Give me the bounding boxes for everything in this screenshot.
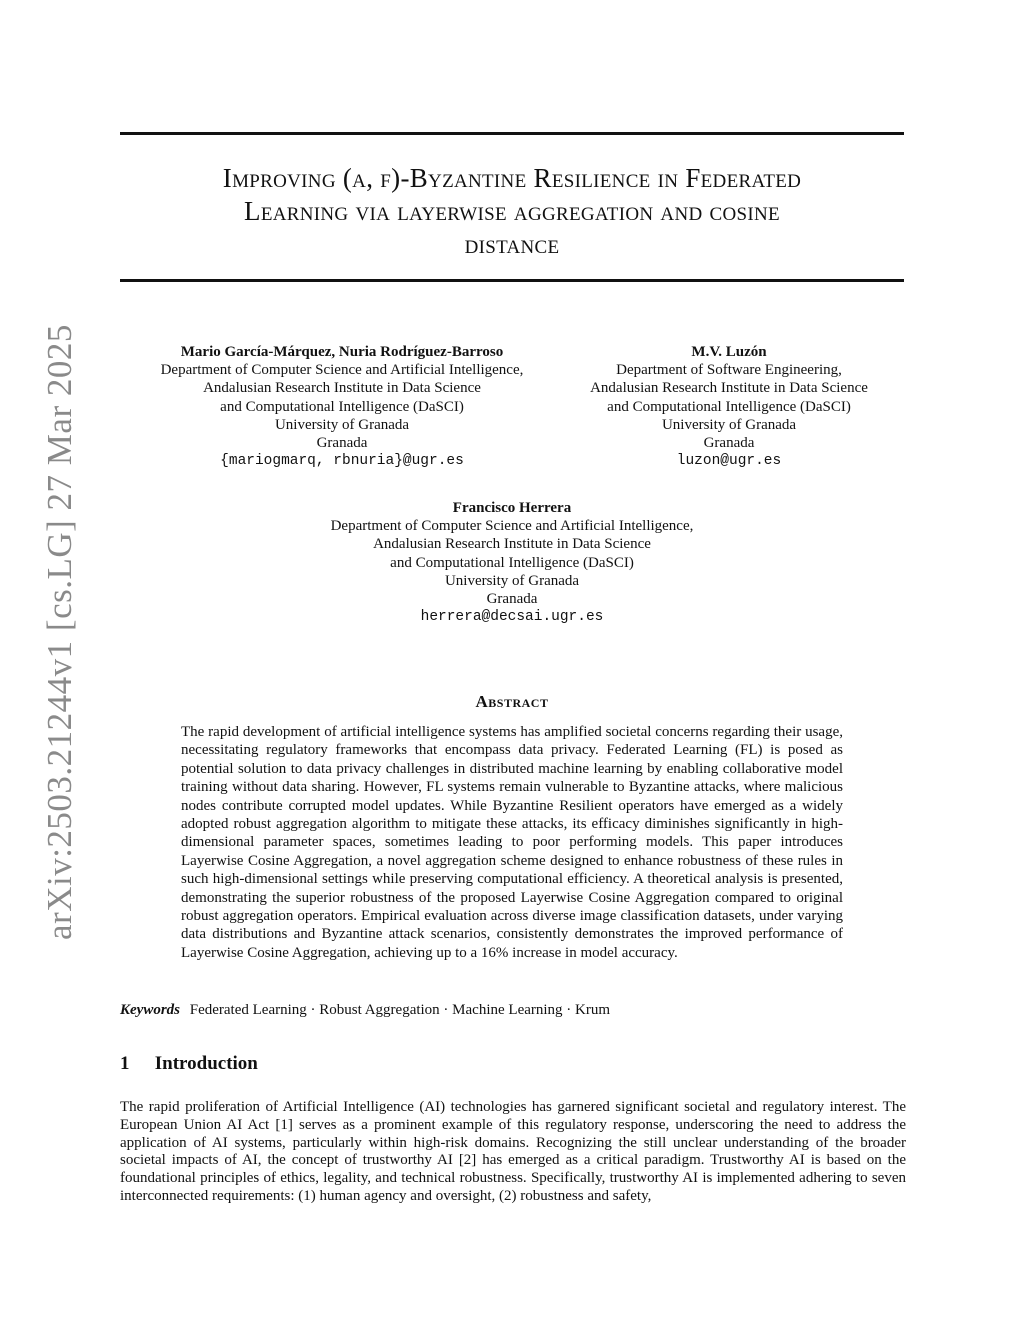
keywords-label: Keywords [120, 1002, 180, 1018]
author-email: {mariogmarq, rbnuria}@ugr.es [220, 453, 464, 470]
title-rule-bottom [120, 279, 904, 282]
author-block-2 [564, 343, 894, 470]
author-university: University of Granada [274, 416, 410, 433]
author-university: University of Granada [444, 572, 580, 589]
abstract-paragraph: The rapid development of artificial intelligence systems has amplified societal concerns regarding their usage, necessitating regulatory frameworks that encompass data privacy. Federated Learning (FL) is posed as potential solution to data privacy challenges in distributed machine learning by enabling collaborative model training without data sharing. However, FL systems remain vulnerable to Byzantine attacks, where malicious nodes contribute corrupted model updates. While Byzantine Resilient operators have emerged as a widely adopted robust aggregation algorithm to mitigate these attacks, its efficacy diminishes significantly in high-dimensional parameter spaces, sometimes leading to poor performing models. This paper introduces Layerwise Cosine Aggregation, a novel aggregation scheme designed to enhance robustness of these rules in such high-dimensional settings while preserving computational efficiency. A theoretical analysis is presented, demonstrating the superior robustness of the proposed Layerwise Cosine Aggregation compared to original robust aggregation operators. Empirical evaluation across diverse image classification datasets, under varying data distributions and Byzantine attack scenarios, consistently demonstrates the improved performance of Layerwise Cosine Aggregation, achieving up to a 16% increase in model accuracy. [181, 724, 843, 961]
author-email: herrera@decsai.ugr.es [420, 609, 604, 626]
author-name: M.V. Luzón [691, 344, 767, 360]
author-email: luzon@ugr.es [676, 453, 782, 470]
author-block-1 [120, 343, 564, 470]
author-institute: Andalusian Research Institute in Data Science [590, 380, 868, 397]
author-institute-line2: and Computational Intelligence (DaSCI) [220, 398, 464, 415]
section-heading [120, 1053, 258, 1075]
author-institute: Andalusian Research Institute in Data Science [373, 536, 651, 553]
author-institute-line2: and Computational Intelligence (DaSCI) [390, 554, 634, 571]
author-block-3 [212, 499, 812, 626]
section-number: 1 [120, 1053, 130, 1074]
author-city: Granada [486, 591, 538, 608]
author-department: Department of Computer Science and Artificial Intelligence, [160, 362, 524, 379]
author-university: University of Granada [661, 416, 797, 433]
author-name: Mario García-Márquez, Nuria Rodríguez-Barroso [180, 344, 504, 360]
author-city: Granada [703, 435, 755, 452]
abstract-body [181, 723, 843, 962]
abstract-heading: Abstract [475, 692, 549, 711]
section-title: Introduction [154, 1053, 258, 1074]
author-department: Department of Computer Science and Artificial Intelligence, [330, 518, 694, 535]
arxiv-identifier: arXiv:2503.21244v1 [cs.LG] 27 Mar 2025 [40, 324, 79, 940]
title-line-2: Learning via layerwise aggregation and cosine [244, 196, 780, 226]
author-city: Granada [316, 435, 368, 452]
introduction-paragraph: The rapid proliferation of Artificial Intelligence (AI) technologies has garnered significant societal and regulatory interest. The European Union AI Act [1] serves as a prominent example of this regulatory response, underscoring the need to address the application of AI systems, particularly within high-risk domains. Recognizing the still unclear understanding of the broader societal impacts of AI, the concept of trustworthy AI [2] has emerged as a critical paradigm. Trustworthy AI is based on the foundational principles of ethics, legality, and technical robustness. Specifically, trustworthy AI is implemented adhering to seven interconnected requirements: (1) human agency and oversight, (2) robustness and safety, [120, 1099, 906, 1204]
introduction-body [120, 1099, 906, 1206]
author-name: Francisco Herrera [452, 500, 572, 516]
author-department: Department of Software Engineering, [616, 362, 842, 379]
keywords-list: Federated Learning · Robust Aggregation · Machine Learning · Krum [189, 1002, 611, 1018]
title-line-3: distance [464, 229, 560, 259]
paper-title [120, 162, 904, 261]
author-institute: Andalusian Research Institute in Data Science [203, 380, 481, 397]
title-rule-top [120, 132, 904, 135]
author-institute-line2: and Computational Intelligence (DaSCI) [607, 398, 851, 415]
keywords-line [120, 1002, 904, 1019]
title-line-1: Improving (α, f)-Byzantine Resilience in Federated [222, 163, 802, 193]
